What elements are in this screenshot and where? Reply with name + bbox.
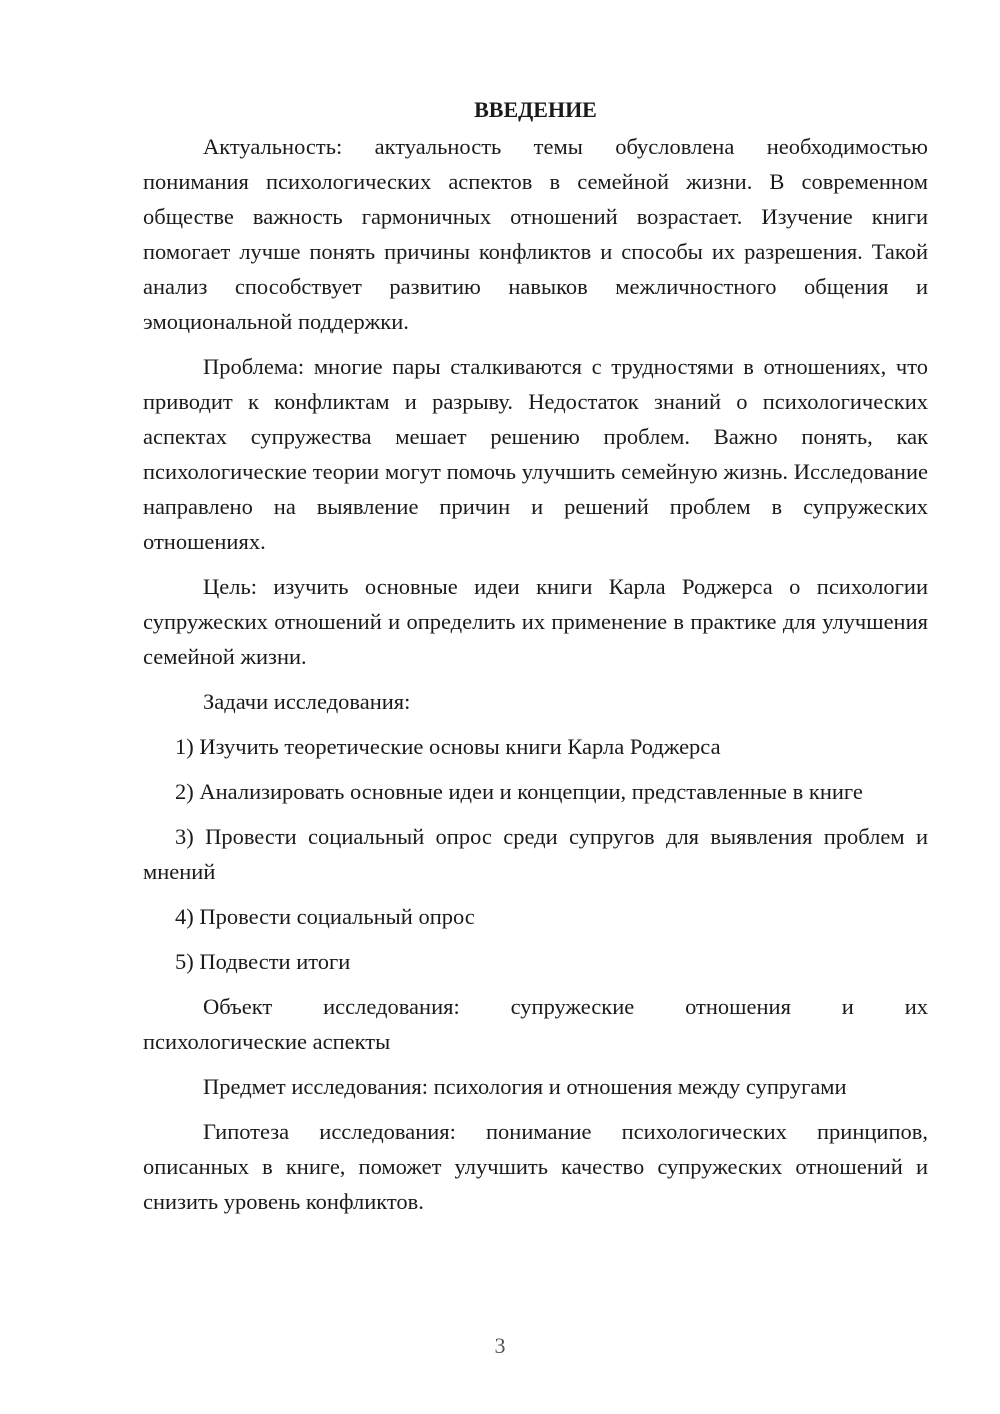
- page-number: 3: [494, 1333, 506, 1358]
- tasks-title: Задачи исследования:: [203, 689, 411, 714]
- object-line-2: психологические аспекты: [143, 1029, 391, 1054]
- task-item-1: 1) Изучить теоретические основы книги Карла Роджерса: [175, 734, 721, 759]
- object-line-1: Объект исследования: супружеские отношения и их: [203, 994, 928, 1019]
- goal-paragraph: Цель: изучить основные идеи книги Карла Роджерса о психологии супружеских отношений и определить их применение в практике для улучшения семейной жизни.: [143, 574, 928, 669]
- subject-paragraph: Предмет исследования: психология и отношения между супругами: [203, 1074, 847, 1099]
- task-item-4: 4) Провести социальный опрос: [175, 904, 475, 929]
- task-item-5: 5) Подвести итоги: [175, 949, 351, 974]
- object-paragraph: [143, 989, 928, 1059]
- section-heading: ВВЕДЕНИЕ: [474, 97, 597, 122]
- task-item-2: 2) Анализировать основные идеи и концепции, представленные в книге: [175, 779, 863, 804]
- problem-paragraph: Проблема: многие пары сталкиваются с трудностями в отношениях, что приводит к конфликтам и разрыву. Недостаток знаний о психологических аспектах супружества мешает решению проблем. Важно понять, как психологические теории могут помочь улучшить семейную жизнь. Исследование направлено на выявление причин и решений проблем в супружеских отношениях.: [143, 354, 928, 554]
- relevance-paragraph: Актуальность: актуальность темы обусловлена необходимостью понимания психологических аспектов в семейной жизни. В современном обществе важность гармоничных отношений возрастает. Изучение книги помогает лучше понять причины конфликтов и способы их разрешения. Такой анализ способствует развитию навыков межличностного общения и эмоциональной поддержки.: [143, 134, 928, 334]
- document-page: [143, 92, 928, 1229]
- hypothesis-paragraph: Гипотеза исследования: понимание психологических принципов, описанных в книге, поможет улучшить качество супружеских отношений и снизить уровень конфликтов.: [143, 1119, 928, 1214]
- task-item-3: 3) Провести социальный опрос среди супругов для выявления проблем и мнений: [143, 824, 928, 884]
